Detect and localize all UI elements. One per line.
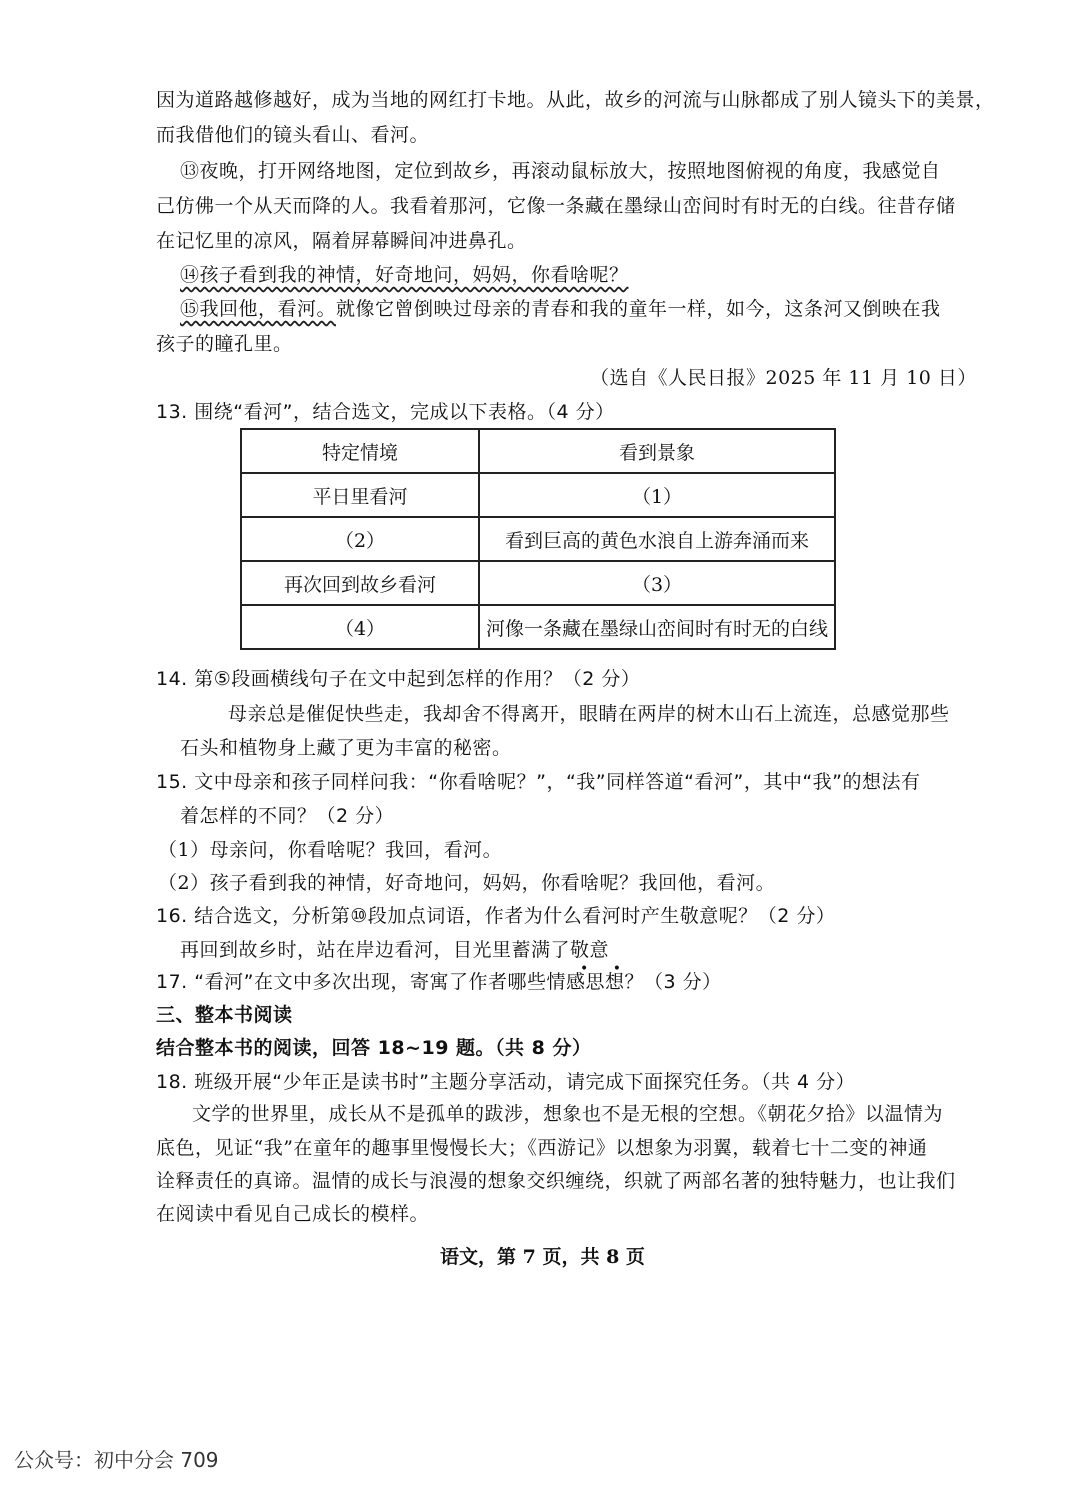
question-14-quote: 母亲总是催促快些走，我却舍不得离开，眼睛在两岸的树木山石上流连，总感觉那些 (228, 703, 950, 725)
table-cell: 平日里看河 (241, 473, 479, 517)
question-14-quote: 石头和植物身上藏了更为丰富的秘密。 (180, 737, 512, 759)
question-13-stem: 13. 围绕“看河”，结合选文，完成以下表格。（4 分） (156, 401, 615, 423)
passage-line: 因为道路越修越好，成为当地的网红打卡地。从此，故乡的河流与山脉都成了别人镜头下的美景， (156, 89, 995, 111)
table-cell: 看到巨高的黄色水浪自上游奔涌而来 (479, 517, 835, 561)
answer-table (240, 428, 836, 650)
table-row (241, 605, 835, 649)
table-header-cell: 看到景象 (479, 429, 835, 473)
table-cell: （2） (241, 517, 479, 561)
question-18-paragraph: 在阅读中看见自己成长的模样。 (156, 1203, 430, 1225)
paragraph-14: ⑭孩子看到我的神情，好奇地问，妈妈，你看啥呢？ (180, 264, 629, 286)
question-16-quote-text: 再回到故乡时，站在岸边看河，目光里蓄满了 (180, 939, 571, 961)
table-row (241, 473, 835, 517)
table-cell: （3） (479, 561, 835, 605)
table-row (241, 517, 835, 561)
question-18-paragraph: 底色，见证“我”在童年的趣事里慢慢长大；《西游记》以想象为羽翼，载着七十二变的神通 (156, 1137, 928, 1159)
source-citation: （选自《人民日报》2025 年 11 月 10 日） (590, 367, 977, 389)
page-footer: 语文，第 7 页，共 8 页 (440, 1246, 645, 1268)
question-17-stem: 17. “看河”在文中多次出现，寄寓了作者哪些情感思想？（3 分） (156, 971, 722, 993)
table-header-row (241, 429, 835, 473)
paragraph-13-line: ⑬夜晚，打开网络地图，定位到故乡，再滚动鼠标放大，按照地图俯视的角度，我感觉自 (180, 160, 941, 182)
question-16-quote (180, 936, 609, 964)
table-header-cell: 特定情境 (241, 429, 479, 473)
question-18-paragraph: 诠释责任的真谛。温情的成长与浪漫的想象交织缠绕，织就了两部名著的独特魅力，也让我们 (156, 1170, 956, 1192)
watermark: 公众号：初中分会 709 (14, 1448, 219, 1472)
table-row (241, 561, 835, 605)
table-cell: （1） (479, 473, 835, 517)
question-18-paragraph: 文学的世界里，成长从不是孤单的跋涉，想象也不是无根的空想。《朝花夕拾》以温情为 (192, 1103, 944, 1125)
table-cell: 再次回到故乡看河 (241, 561, 479, 605)
question-15-item: （1）母亲问，你看啥呢？我回，看河。 (158, 839, 503, 861)
passage-line: 而我借他们的镜头看山、看河。 (156, 124, 430, 146)
paragraph-15-line (180, 295, 941, 323)
paragraph-13-line: 己仿佛一个从天而降的人。我看着那河，它像一条藏在墨绿山峦间时有时无的白线。往昔存储 (156, 195, 956, 217)
table-cell: （4） (241, 605, 479, 649)
question-18-stem: 18. 班级开展“少年正是读书时”主题分享活动，请完成下面探究任务。（共 4 分） (156, 1071, 856, 1093)
paragraph-15-rest: 就像它曾倒映过母亲的青春和我的童年一样，如今，这条河又倒映在我 (336, 298, 941, 320)
question-14-stem: 14. 第⑤段画横线句子在文中起到怎样的作用？（2 分） (156, 668, 641, 690)
question-15-stem: 15. 文中母亲和孩子同样问我：“你看啥呢？”，“我”同样答道“看河”，其中“我”的想法有 (156, 771, 921, 793)
paragraph-15-line: 孩子的瞳孔里。 (156, 333, 293, 355)
paragraph-13-line: 在记忆里的凉风，隔着屏幕瞬间冲进鼻孔。 (156, 230, 527, 252)
paragraph-15-reply: ⑮我回他，看河。 (180, 298, 337, 320)
section-heading: 三、整本书阅读 (156, 1004, 293, 1026)
table-cell: 河像一条藏在墨绿山峦间时有时无的白线 (479, 605, 835, 649)
section-intro: 结合整本书的阅读，回答 18~19 题。（共 8 分） (156, 1037, 592, 1059)
dotted-emphasis-word: 敬意 • • (570, 939, 609, 961)
question-15-stem: 着怎样的不同？（2 分） (180, 805, 395, 827)
question-16-stem: 16. 结合选文，分析第⑩段加点词语，作者为什么看河时产生敬意呢？（2 分） (156, 905, 836, 927)
question-15-item: （2）孩子看到我的神情，好奇地问，妈妈，你看啥呢？我回他，看河。 (158, 872, 776, 894)
